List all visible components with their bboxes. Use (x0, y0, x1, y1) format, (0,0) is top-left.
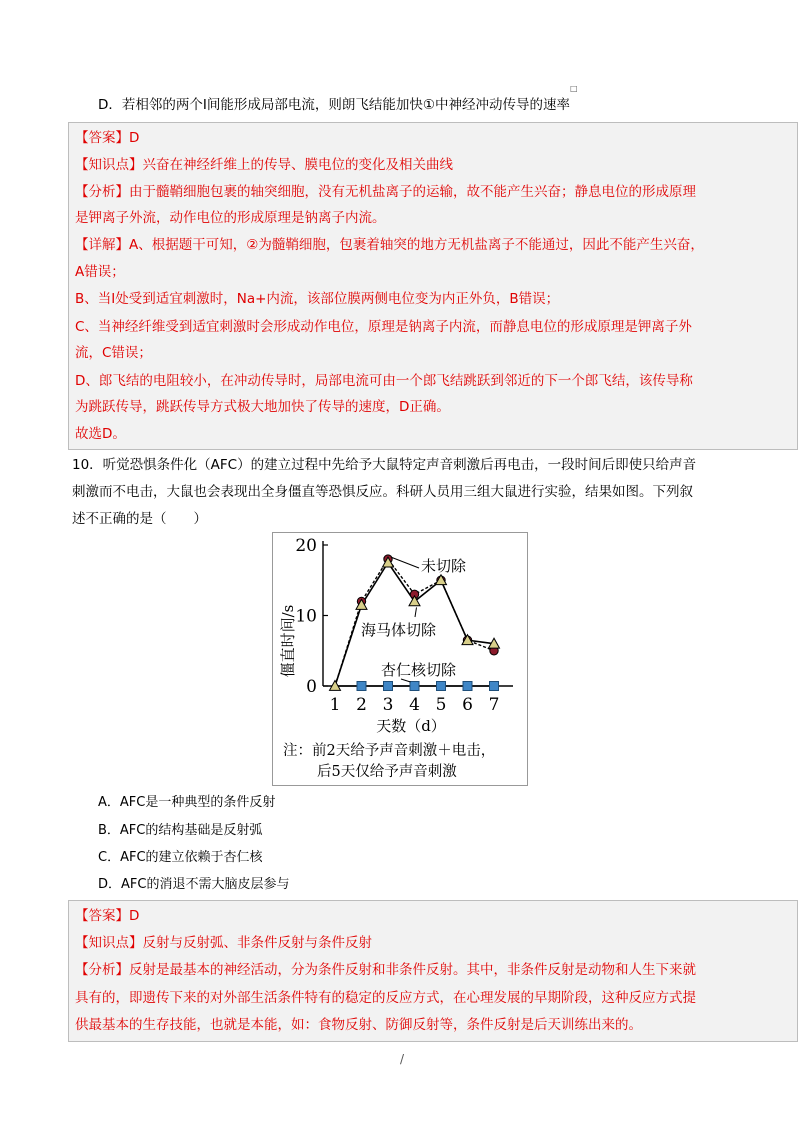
x-tick-label: 6 (462, 695, 473, 715)
detail-1-line-3: B、当Ⅰ处受到适宜刺激时，Na+内流，该部位膜两侧电位变为内正外负，B错误； (75, 291, 560, 307)
point-amygdala (357, 682, 366, 691)
knowledge-point-1: 【知识点】兴奋在神经纤维上的传导、膜电位的变化及相关曲线 (75, 157, 453, 173)
detail-1-line-4: C、当神经纤维受到适宜刺激时会形成动作电位，原理是钠离子内流，而静息电位的形成原理是钾离子外 (75, 319, 692, 335)
x-tick-label: 1 (329, 695, 341, 715)
x-tick-label: 3 (382, 695, 394, 715)
x-tick-label: 4 (409, 695, 420, 715)
analysis-1-line-1: 【分析】由于髓鞘细胞包裹的轴突细胞，没有无机盐离子的运输，故不能产生兴奋；静息电位的形成原理 (75, 184, 696, 200)
analysis-2-line-2: 具有的，即遗传下来的对外部生活条件特有的稳定的反应方式，在心理发展的早期阶段，这种反应方式提 (75, 990, 696, 1006)
option-b: B．AFC的结构基础是反射弧 (98, 823, 263, 838)
chart-svg (273, 533, 527, 785)
question-10-line-3: 述不正确的是（ ） (72, 511, 207, 527)
label-leader-intact (391, 557, 419, 568)
detail-1-line-1: 【详解】A、根据题干可知，②为髓鞘细胞，包裹着轴突的地方无机盐离子不能通过，因此不能产生兴奋， (75, 237, 704, 253)
option-c: C．AFC的建立依赖于杏仁核 (98, 850, 263, 865)
x-tick-label: 5 (435, 695, 447, 715)
x-tick-label: 7 (488, 695, 500, 715)
analysis-2-line-1: 【分析】反射是最基本的神经活动，分为条件反射和非条件反射。其中，非条件反射是动物和人生下来就 (75, 962, 696, 978)
label-leader-hippocampus (415, 607, 417, 617)
y-tick-label: 10 (295, 606, 317, 627)
series-label-amygdala: 杏仁核切除 (381, 661, 457, 679)
label-leader-amygdala (401, 679, 411, 682)
analysis-2-line-3: 供最基本的生存技能，也就是本能，如：食物反射、防御反射等，条件反射是后天训练出来的。 (75, 1017, 642, 1033)
series-label-intact: 未切除 (421, 557, 467, 575)
answer-2: 【答案】D (75, 908, 140, 924)
question-10-line-1: 10．听觉恐惧条件化（AFC）的建立过程中先给予大鼠特定声音刺激后再电击，一段时间后即使只给声音 (72, 457, 697, 473)
detail-1-line-6: D、郎飞结的电阻较小，在冲动传导时，局部电流可由一个郎飞结跳跃到邻近的下一个郎飞结，该传导称 (75, 373, 693, 389)
fear-conditioning-chart (272, 532, 528, 786)
y-tick-label: 0 (306, 677, 317, 697)
point-amygdala (463, 682, 472, 691)
question-10-line-2: 刺激而不电击，大鼠也会表现出全身僵直等恐惧反应。科研人员用三组大鼠进行实验，结果如图。下列叙 (72, 484, 693, 500)
point-amygdala (410, 682, 419, 691)
detail-1-line-7: 为跳跃传导，跳跃传导方式极大地加快了传导的速度，D正确。 (75, 399, 450, 415)
point-amygdala (490, 682, 499, 691)
detail-1-line-2: A错误； (75, 264, 125, 280)
y-tick-label: 20 (295, 536, 317, 556)
option-d: D．AFC的消退不需大脑皮层参与 (98, 877, 290, 892)
point-amygdala (437, 682, 446, 691)
option-a: A．AFC是一种典型的条件反射 (98, 795, 276, 810)
chart-note-line-2: 后5天仅给予声音刺激 (317, 764, 457, 780)
chart-y-label: 僵直时间/s (279, 604, 297, 678)
x-tick-label: 2 (356, 695, 367, 715)
knowledge-point-2: 【知识点】反射与反射弧、非条件反射与条件反射 (75, 935, 372, 951)
conclusion-1: 故选D。 (75, 426, 126, 442)
corner-mark: □ (570, 84, 578, 93)
point-amygdala (384, 682, 393, 691)
answer-1: 【答案】D (75, 130, 140, 146)
previous-option-d: D．若相邻的两个Ⅰ间能形成局部电流，则朗飞结能加快①中神经冲动传导的速率 (98, 97, 570, 113)
detail-1-line-5: 流，C错误； (75, 345, 152, 361)
footer-mark: / (400, 1052, 405, 1066)
chart-x-label: 天数（d） (376, 717, 446, 735)
analysis-1-line-2: 是钾离子外流，动作电位的形成原理是钠离子内流。 (75, 210, 386, 226)
series-label-hippocampus: 海马体切除 (361, 621, 437, 639)
answer-box-1 (68, 122, 798, 450)
answer-box-2 (68, 900, 798, 1042)
chart-note-line-1: 注：前2天给予声音刺激＋电击， (283, 743, 496, 759)
